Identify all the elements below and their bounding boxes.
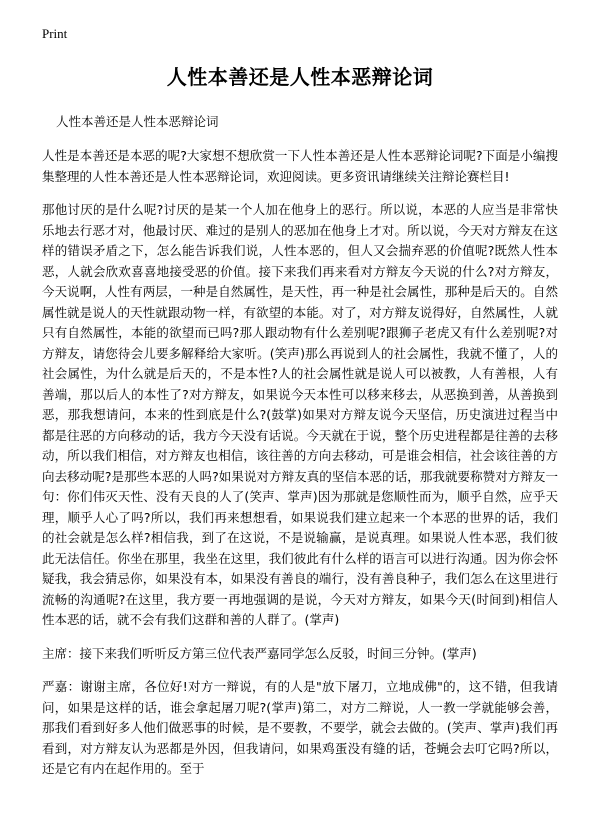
paragraph-intro: 人性是本善还是本恶的呢?大家想不想欣赏一下人性本善还是人性本恶辩论词呢?下面是小编搜集整理的人性本善还是人性本恶辩论词，欢迎阅读。更多资讯请继续关注辩论赛栏目! — [42, 148, 558, 184]
paragraph-yanjia: 严嘉：谢谢主席，各位好!对方一辩说，有的人是"放下屠刀，立地成佛"的，这不错，但我请问，如果是这样的话，谁会拿起屠刀呢?(掌声)第二，对方二辩说，人一教一学就能够会善，那我们看到好多人他们做恶事的时候，是不要教，不要学，就会去做的。(笑声、掌声)我们再看到，对方辩友认为恶都是外因，但我请问，如果鸡蛋没有缝的话，苍蝇会去叮它吗?所以，还是它有内在起作用的。至于 — [42, 679, 558, 776]
paragraph-chair: 主席：接下来我们听听反方第三位代表严嘉同学怎么反驳，时间三分钟。(掌声) — [42, 645, 477, 661]
document-subtitle: 人性本善还是人性本恶辩论词 — [56, 114, 219, 129]
page-title: 人性本善还是人性本恶辩论词 — [166, 65, 434, 89]
paragraph-body: 那他讨厌的是什么呢?讨厌的是某一个人加在他身上的恶行。所以说，本恶的人应当是非常快乐地去行恶才对，他最讨厌、难过的是别人的恶加在他身上才对。所以说，今天对方辩友在这样的错误矛盾之下，怎么能告诉我们说，人性本恶的，但人又会揣弃恶的价值呢?既然人性本恶，人就会欣欢喜喜地接受恶的价值。接下来我们再来看对方辩友今天说的什么?对方辩友，今天说啊，人性有两层，一种是自然属性，是天性，再一种是社会属性，那种是后天的。自然属性就是说人的天性就跟动物一样，有欲望的本能。对了，对方辩友说得好，自然属性，人就只有自然属性，本能的欲望而已吗?那人跟动物有什么差别呢?跟狮子老虎又有什么差别呢?对方辩友，请您待会儿要多解释给大家听。(笑声)那么再说到人的社会属性，我就不懂了，人的社会属性，为什么就是后天的，不是本性?人的社会属性就是说人可以被教，人有善根，人有善端，那以后人的本性了?对方辩友，如果说今天本性可以移来移去，从恶换到善，从善换到恶，那我想请问，本来的性到底是什么?(鼓掌)如果对方辩友说今天坚信，历史演进过程当中都是往恶的方向移动的话，我方今天没有话说。今天就在于说，整个历史进程都是往善的去移动，所以我们相信，对方辩友也相信，该往善的方向去移动，可是谁会相信，社会该往善的方向去移动呢?是那些本恶的人吗?如果说对方辩友真的坚信本恶的话，那我就要称赞对方辩友一句：你们伟灭天性、没有天良的人了(笑声、掌声)因为那就是您顺性而为，顺乎自然，应乎天理，顺乎人心了吗?所以，我们再来想想看，如果说我们建立起来一个本恶的世界的话，我们的社会就是怎么样?相信我，到了在这说，不是说输赢，是说真理。如果说人性本恶，我们彼此无法信任。你坐在那里，我坐在这里，我们彼此有什么样的语言可以进行沟通。因为你会怀疑我，我会猜忌你，如果没有本，如果没有善良的端行，没有善良种子，我们怎么在这里进行流畅的沟通呢?在这里，我方要一再地强调的是说，今天对方辩友，如果今天(时间到)相信人性本恶的话，就不会有我们这群和善的人群了。(掌声) — [42, 202, 558, 627]
print-label[interactable]: Print — [42, 26, 68, 41]
